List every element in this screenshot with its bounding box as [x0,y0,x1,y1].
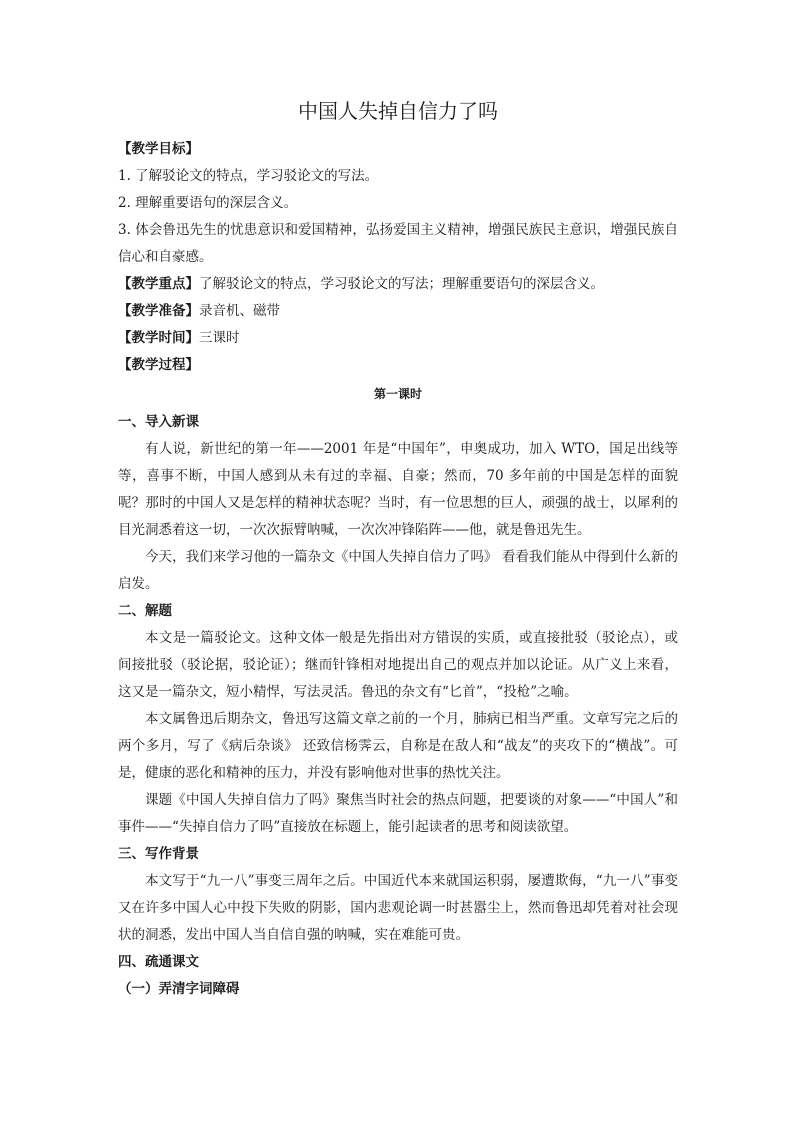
explain-paragraph-2: 本文属鲁迅后期杂文，鲁迅写这篇文章之前的一个月，肺病已相当严重。文章写完之后的两个多月，写了《病后杂谈》 还致信杨霁云，自称是在敌人和“战友”的夹攻下的“横战”。可是，健康的恶化和精神的压力，并没有影响他对世事的热忱关注。 [118,711,678,781]
focus-label: 【教学重点】 [118,276,199,292]
prep-label: 【教学准备】 [118,303,199,319]
process-label: 【教学过程】 [118,357,199,373]
goals-label-text: 【教学目标】 [118,141,199,157]
focus-text: 了解驳论文的特点，学习驳论文的写法；理解重要语句的深层含义。 [199,276,604,292]
goal-item-3: 3. 体会鲁迅先生的忧患意识和爱国精神，弘扬爱国主义精神，增强民族民主意识，增强民族自信心和自豪感。 [118,222,678,265]
document-page [118,96,678,1003]
time-text: 三课时 [199,330,240,346]
page-title: 中国人失掉自信力了吗 [298,99,498,123]
subsection-heading-vocab: （一）弄清字词障碍 [118,981,240,997]
time-label: 【教学时间】 [118,330,199,346]
intro-paragraph-2: 今天，我们来学习他的一篇杂文《中国人失掉自信力了吗》 看看我们能从中得到什么新的启发。 [118,549,678,592]
goal-item-1: 1. 了解驳论文的特点，学习驳论文的写法。 [118,168,379,184]
process-row [118,352,678,379]
intro-paragraph-1: 有人说，新世纪的第一年——2001 年是“中国年”，申奥成功，加入 WTO，国足出线等等，喜事不断，中国人感到从未有过的幸福、自豪；然而，70 多年前的中国是怎样的面貌呢？那时的中国人又是怎样的精神状态呢？当时，有一位思想的巨人，顽强的战士，以犀利的目光洞悉着这一切，一次次振臂呐喊，一次次冲锋陷阵——他，就是鲁迅先生。 [118,441,678,538]
section-heading-intro: 一、导入新课 [118,414,199,430]
section-heading-background: 三、写作背景 [118,846,199,862]
time-row [118,325,678,352]
goals-label [118,136,678,163]
explain-paragraph-1: 本文是一篇驳论文。这种文体一般是先指出对方错误的实质，或直接批驳（驳论点），或间接批驳（驳论据，驳论证）；继而针锋相对地提出自己的观点并加以论证。从广义上来看，这又是一篇杂文，短小精悍，写法灵活。鲁迅的杂文有“匕首”，“投枪”之喻。 [118,630,678,700]
focus-row [118,271,678,298]
background-paragraph-1: 本文写于“九一八”事变三周年之后。中国近代本来就国运积弱，屡遭欺侮，“九一八”事变又在许多中国人心中投下失败的阴影，国内悲观论调一时甚嚣尘上，然而鲁迅却凭着对社会现状的洞悉，发出中国人当自信自强的呐喊，实在难能可贵。 [118,873,678,943]
goal-item-2: 2. 理解重要语句的深层含义。 [118,195,298,211]
section-heading-text-study: 四、疏通课文 [118,954,199,970]
explain-paragraph-3: 课题《中国人失掉自信力了吗》聚焦当时社会的热点问题，把要谈的对象——“中国人”和事件——“失掉自信力了吗”直接放在标题上，能引起读者的思考和阅读欲望。 [118,792,678,835]
section-heading-explain: 二、解题 [118,603,172,619]
prep-row [118,298,678,325]
lesson-heading: 第一课时 [373,387,422,401]
prep-text: 录音机、磁带 [199,303,280,319]
